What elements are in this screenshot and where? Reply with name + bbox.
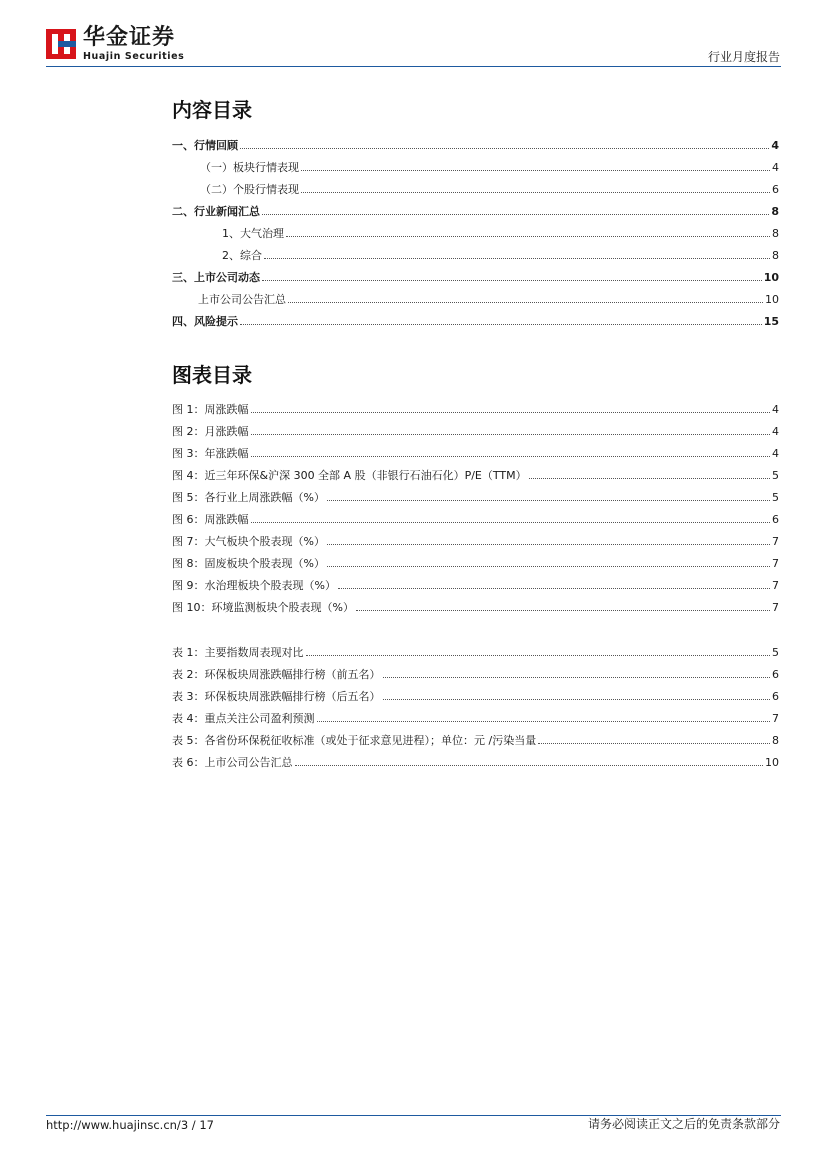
figure-entry-page: 4 xyxy=(772,447,779,460)
figure-entry-text: 图 4：近三年环保&沪深 300 全部 A 股（非银行石油石化）P/E（TTM） xyxy=(172,469,527,482)
table-entry-text: 表 4：重点关注公司盈利预测 xyxy=(172,712,315,725)
toc-entry-text: （二）个股行情表现 xyxy=(200,183,299,196)
figure-entry[interactable] xyxy=(172,423,779,439)
table-entry[interactable] xyxy=(172,732,779,748)
figure-entry-page: 4 xyxy=(772,403,779,416)
toc-leader-dots xyxy=(251,445,771,457)
toc-leader-dots xyxy=(286,225,770,237)
toc-entry-page: 4 xyxy=(772,161,779,174)
figures-title: 图表目录 xyxy=(172,363,252,387)
footer-page-indicator: 3 / 17 xyxy=(180,1118,214,1132)
toc-entry-text: 上市公司公告汇总 xyxy=(198,293,286,306)
toc-leader-dots xyxy=(301,181,770,193)
toc-leader-dots xyxy=(327,555,770,567)
toc-entry[interactable] xyxy=(172,203,779,219)
table-entry-text: 表 1：主要指数周表现对比 xyxy=(172,646,304,659)
table-entry-page: 6 xyxy=(772,690,779,703)
table-entry-page: 5 xyxy=(772,646,779,659)
figure-entry-text: 图 2：月涨跌幅 xyxy=(172,425,249,438)
figure-entry-text: 图 8：固废板块个股表现（%） xyxy=(172,557,325,570)
toc-leader-dots xyxy=(251,423,771,435)
figure-entry[interactable] xyxy=(172,577,779,593)
page-header xyxy=(0,0,827,70)
figure-entry-text: 图 10：环境监测板块个股表现（%） xyxy=(172,601,354,614)
table-entry[interactable] xyxy=(172,754,779,770)
toc-entry-page: 10 xyxy=(763,271,779,284)
table-entry[interactable] xyxy=(172,710,779,726)
toc-leader-dots xyxy=(383,688,771,700)
table-entry-page: 6 xyxy=(772,668,779,681)
figure-entry[interactable] xyxy=(172,533,779,549)
toc-leader-dots xyxy=(383,666,771,678)
figure-entry-page: 5 xyxy=(772,469,779,482)
toc-entry-page: 6 xyxy=(772,183,779,196)
toc-leader-dots xyxy=(327,533,770,545)
toc-leader-dots xyxy=(251,511,771,523)
figure-entry-page: 7 xyxy=(772,557,779,570)
toc-leader-dots xyxy=(262,203,769,215)
figure-entry-text: 图 9：水治理板块个股表现（%） xyxy=(172,579,336,592)
figure-entry-text: 图 6：周涨跌幅 xyxy=(172,513,249,526)
toc-entry-text: 2、综合 xyxy=(222,249,262,262)
toc-entry-text: 四、风险提示 xyxy=(172,315,238,328)
toc-entry[interactable] xyxy=(172,137,779,153)
toc-entry[interactable] xyxy=(200,181,779,197)
table-entry-text: 表 6：上市公司公告汇总 xyxy=(172,756,293,769)
toc-leader-dots xyxy=(288,291,763,303)
toc-entry[interactable] xyxy=(200,159,779,175)
table-entry-page: 8 xyxy=(772,734,779,747)
table-entry[interactable] xyxy=(172,644,779,660)
logo-chinese-name: 华金证券 xyxy=(83,25,176,50)
toc-entry[interactable] xyxy=(198,291,779,307)
figure-entry[interactable] xyxy=(172,467,779,483)
toc-leader-dots xyxy=(295,754,764,766)
toc-leader-dots xyxy=(338,577,770,589)
toc-entry-text: 一、行情回顾 xyxy=(172,139,238,152)
huajin-logo-icon xyxy=(46,29,76,59)
header-divider xyxy=(46,66,781,67)
toc-leader-dots xyxy=(538,732,770,744)
toc-entry[interactable] xyxy=(222,247,779,263)
table-entry-page: 10 xyxy=(765,756,779,769)
footer-url-link[interactable]: http://www.huajinsc.cn/ xyxy=(46,1118,181,1132)
toc-entry[interactable] xyxy=(222,225,779,241)
toc-entry-page: 15 xyxy=(763,315,779,328)
table-entry[interactable] xyxy=(172,666,779,682)
toc-leader-dots xyxy=(301,159,770,171)
toc-leader-dots xyxy=(240,137,769,149)
figure-entry[interactable] xyxy=(172,555,779,571)
table-entry-text: 表 5：各省份环保税征收标准（或处于征求意见进程）；单位：元 /污染当量 xyxy=(172,734,537,747)
figure-entry[interactable] xyxy=(172,599,779,615)
toc-leader-dots xyxy=(356,599,770,611)
footer-divider xyxy=(46,1115,781,1116)
toc-leader-dots xyxy=(327,489,770,501)
toc-entry-page: 8 xyxy=(772,227,779,240)
toc-entry-page: 8 xyxy=(771,205,779,218)
figure-entry-page: 5 xyxy=(772,491,779,504)
figure-entry[interactable] xyxy=(172,489,779,505)
toc-leader-dots xyxy=(240,313,762,325)
figure-entry-page: 7 xyxy=(772,601,779,614)
toc-entry[interactable] xyxy=(172,313,779,329)
toc-entry-page: 4 xyxy=(771,139,779,152)
table-entry[interactable] xyxy=(172,688,779,704)
figure-entry-text: 图 1：周涨跌幅 xyxy=(172,403,249,416)
toc-leader-dots xyxy=(306,644,771,656)
figure-entry[interactable] xyxy=(172,445,779,461)
toc-leader-dots xyxy=(317,710,771,722)
figure-entry-page: 7 xyxy=(772,535,779,548)
figure-entry-text: 图 7：大气板块个股表现（%） xyxy=(172,535,325,548)
toc-leader-dots xyxy=(262,269,762,281)
report-type-label: 行业月度报告 xyxy=(707,50,780,64)
toc-entry-page: 10 xyxy=(765,293,779,306)
table-entry-text: 表 2：环保板块周涨跌幅排行榜（前五名） xyxy=(172,668,381,681)
figure-entry[interactable] xyxy=(172,401,779,417)
toc-entry-text: 二、行业新闻汇总 xyxy=(172,205,260,218)
figure-entry-page: 7 xyxy=(772,579,779,592)
toc-entry-text: 1、大气治理 xyxy=(222,227,284,240)
figure-entry-page: 4 xyxy=(772,425,779,438)
logo-english-name: Huajin Securities xyxy=(83,51,185,62)
toc-entry-page: 8 xyxy=(772,249,779,262)
footer-url-and-page xyxy=(46,1118,214,1132)
toc-leader-dots xyxy=(529,467,770,479)
table-entry-text: 表 3：环保板块周涨跌幅排行榜（后五名） xyxy=(172,690,381,703)
toc-leader-dots xyxy=(251,401,771,413)
figure-entry-page: 6 xyxy=(772,513,779,526)
figure-entry-text: 图 5：各行业上周涨跌幅（%） xyxy=(172,491,325,504)
figure-entry[interactable] xyxy=(172,511,779,527)
toc-entry-text: （一）板块行情表现 xyxy=(200,161,299,174)
table-entry-page: 7 xyxy=(772,712,779,725)
toc-leader-dots xyxy=(264,247,770,259)
footer-disclaimer: 请务必阅读正文之后的免责条款部分 xyxy=(587,1117,780,1131)
toc-entry[interactable] xyxy=(172,269,779,285)
contents-title: 内容目录 xyxy=(172,98,252,122)
toc-entry-text: 三、上市公司动态 xyxy=(172,271,260,284)
figure-entry-text: 图 3：年涨跌幅 xyxy=(172,447,249,460)
